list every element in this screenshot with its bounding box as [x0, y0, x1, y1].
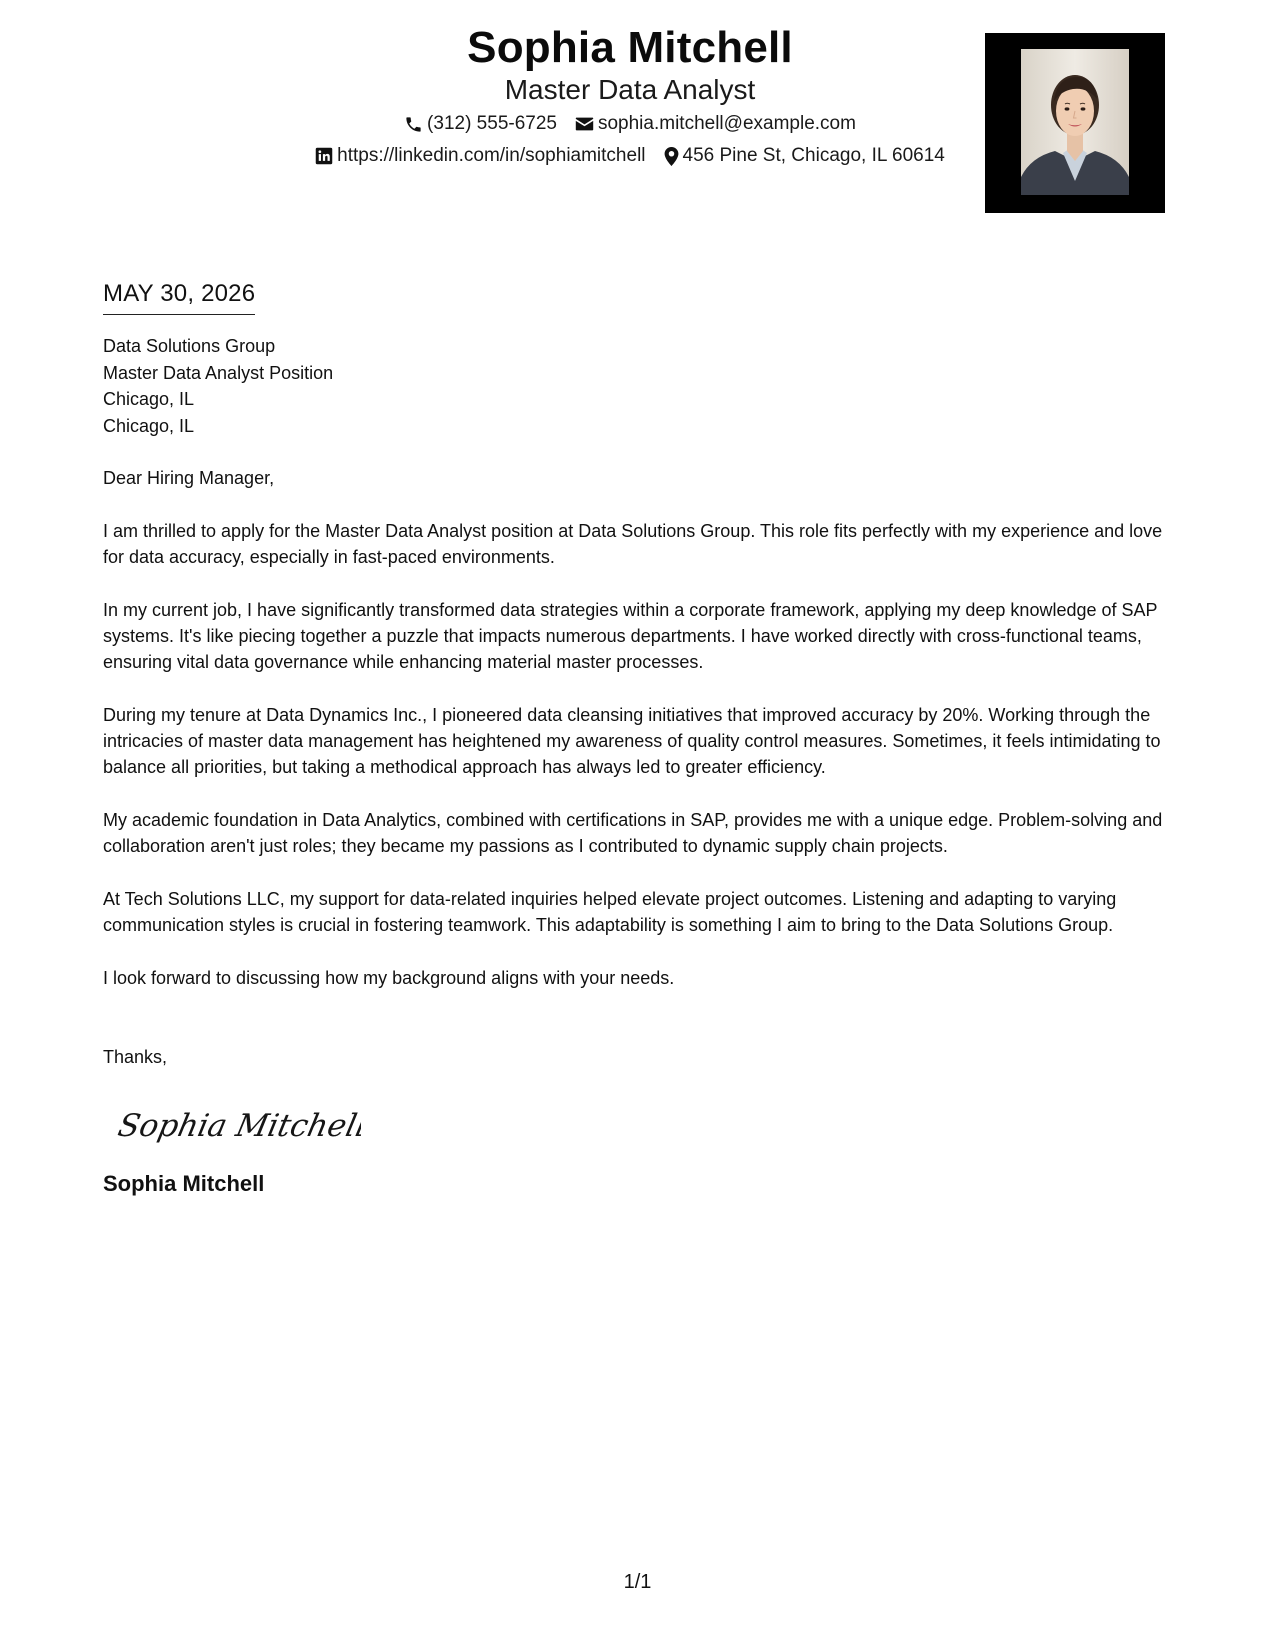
- recipient-company: Data Solutions Group: [103, 336, 276, 356]
- contact-email: [575, 112, 856, 136]
- phone-icon: [404, 115, 423, 134]
- letter-header: [0, 22, 1275, 222]
- contact-address: [664, 144, 945, 168]
- body-paragraph: I look forward to discussing how my background aligns with your needs.: [103, 968, 675, 988]
- applicant-name: Sophia Mitchell: [467, 23, 793, 72]
- profile-photo: [1021, 49, 1129, 195]
- applicant-title: Master Data Analyst: [504, 74, 756, 105]
- contact-linkedin: [315, 144, 645, 168]
- profile-photo-frame: [985, 33, 1165, 213]
- recipient-block: [103, 333, 1173, 439]
- body-paragraph: I am thrilled to apply for the Master Data Analyst position at Data Solutions Group. This role fits perfectly with my experience and love for data accuracy, especially in fast-paced environments.: [103, 521, 1163, 567]
- body-paragraph: In my current job, I have significantly transformed data strategies within a corporate framework, applying my deep knowledge of SAP systems. It's like piecing together a puzzle that impacts numerous departments. I have worked directly with cross-functional teams, ensuring vital data governance while enhancing material master processes.: [103, 600, 1158, 672]
- closing: Thanks,: [103, 1047, 168, 1067]
- map-pin-icon: [664, 147, 679, 166]
- handwritten-signature: [111, 1096, 1173, 1152]
- street-address: 456 Pine St, Chicago, IL 60614: [682, 145, 945, 166]
- recipient-city-repeat: Chicago, IL: [103, 415, 195, 436]
- signature-text: Sophia Mitchell: [114, 1108, 361, 1144]
- contact-row-secondary: [220, 144, 1040, 168]
- salutation: Dear Hiring Manager,: [103, 468, 275, 488]
- header-info: [220, 22, 1040, 168]
- linkedin-url[interactable]: https://linkedin.com/in/sophiamitchell: [337, 145, 646, 166]
- body-paragraph: At Tech Solutions LLC, my support for data-related inquiries helped elevate project outcomes. Listening and adapting to varying communication styles is crucial in fostering teamwork. This adaptability is something I aim to bring to the Data Solutions Group.: [103, 889, 1117, 935]
- contact-phone: [404, 112, 557, 136]
- linkedin-icon: [315, 147, 333, 165]
- recipient-position: Master Data Analyst Position: [103, 362, 334, 383]
- email-address[interactable]: sophia.mitchell@example.com: [597, 113, 856, 134]
- envelope-icon: [575, 116, 594, 132]
- page-number: 1/1: [623, 1571, 652, 1593]
- phone-number: (312) 555-6725: [427, 113, 557, 134]
- body-paragraph: My academic foundation in Data Analytics, combined with certifications in SAP, provides me with a unique edge. Problem-solving and collaboration aren't just roles; they became my passions as I contributed to dynamic supply chain projects.: [103, 810, 1163, 856]
- contact-row-primary: [220, 112, 1040, 136]
- recipient-city: Chicago, IL: [103, 389, 195, 409]
- letter-body: [103, 278, 1173, 1198]
- signer-name: Sophia Mitchell: [103, 1171, 265, 1196]
- body-paragraph: During my tenure at Data Dynamics Inc., I pioneered data cleansing initiatives that improved accuracy by 20%. Working through the intricacies of master data management has heightened my awareness of quality control measures. Sometimes, it feels intimidating to balance all priorities, but taking a methodical approach has always led to greater efficiency.: [103, 705, 1161, 777]
- letter-date: MAY 30, 2026: [103, 278, 255, 315]
